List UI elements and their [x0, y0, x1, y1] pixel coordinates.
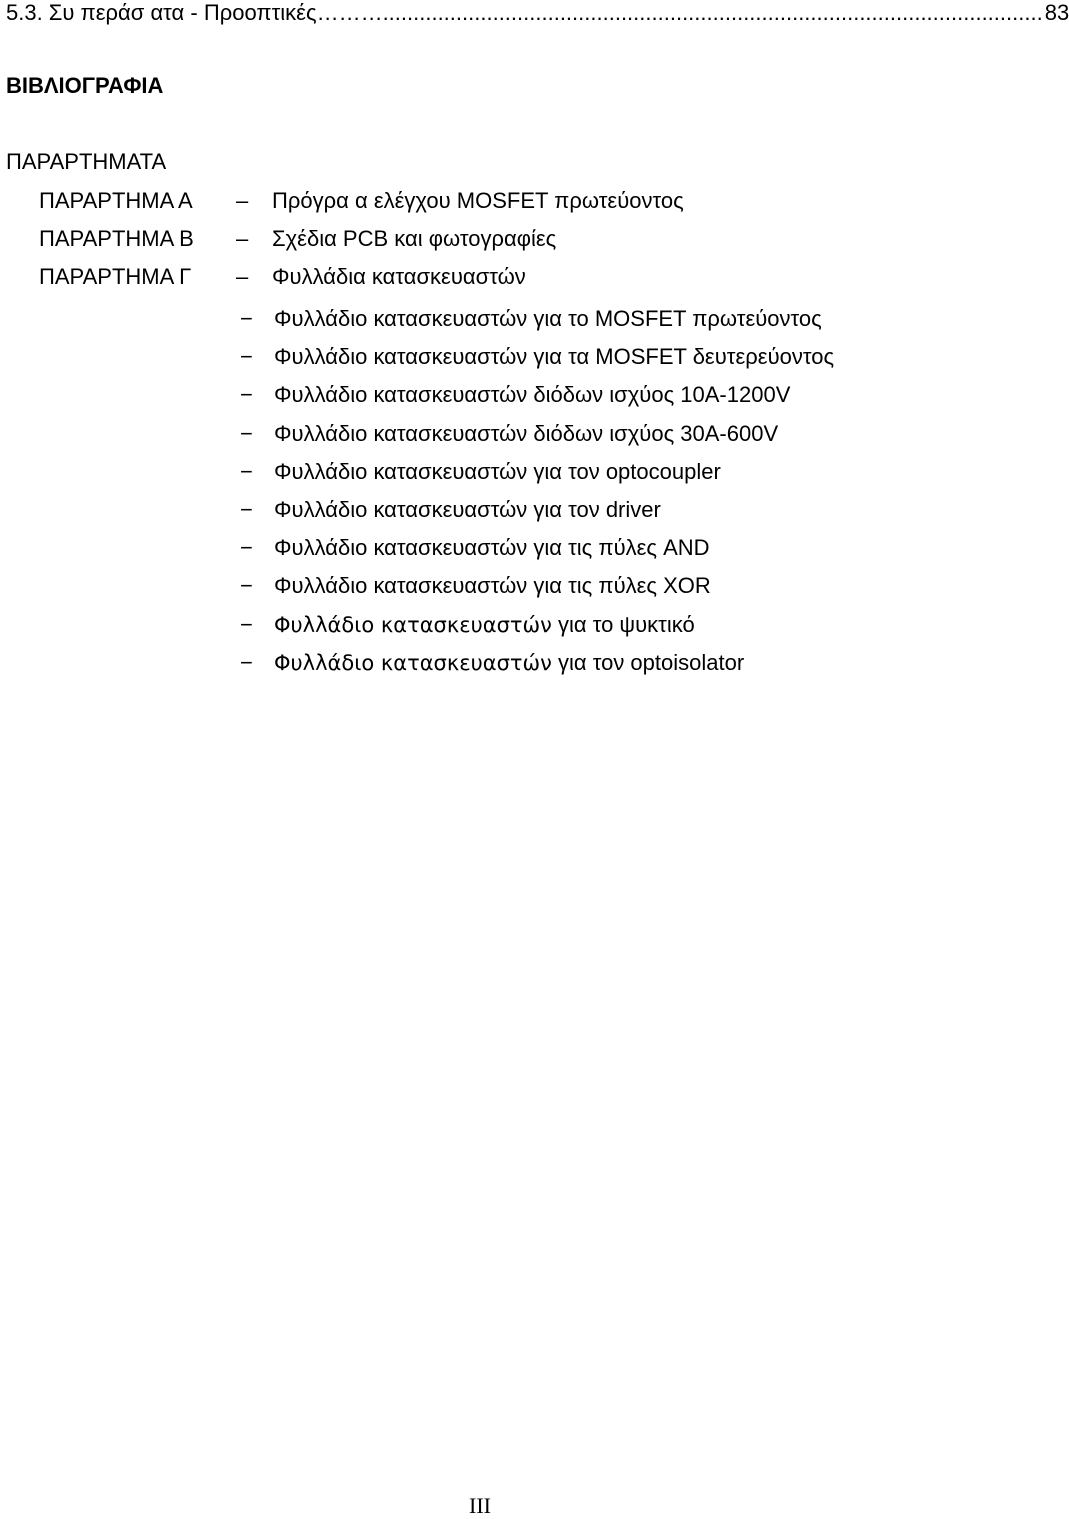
list-item	[0, 415, 960, 453]
toc-leader-dots: ............................................................................................................	[382, 0, 1043, 25]
appendix-title: Φυλλάδια κατασκευαστών	[272, 264, 526, 289]
list-item-text: Φυλλάδιο κατασκευαστών	[274, 612, 552, 637]
list-dash: −	[240, 344, 253, 370]
appendix-label: ΠΑΡΑΡΤΗΜΑ Α	[39, 188, 193, 213]
list-item-text: Φυλλάδιο κατασκευαστών	[274, 650, 552, 675]
list-item-text: Φυλλάδιο κατασκευαστών διόδων ισχύος 30Α-600V	[274, 420, 779, 446]
list-dash: −	[240, 458, 253, 484]
list-item-text-tail: για το ψυκτικό	[551, 611, 695, 637]
list-item	[0, 453, 960, 491]
list-item-text: Φυλλάδιο κατασκευαστών για το MOSFET πρωτεύοντος	[274, 306, 822, 331]
list-item-text-container	[274, 612, 695, 638]
list-item-text-container	[274, 650, 744, 676]
appendix-title: Πρόγρα α ελέγχου MOSFET πρωτεύοντος	[272, 188, 684, 213]
list-item	[0, 338, 960, 376]
toc-entry-5-3	[6, 0, 1069, 26]
list-item	[0, 567, 960, 605]
appendix-row-b	[0, 226, 960, 252]
list-item	[0, 491, 960, 529]
list-dash: −	[240, 573, 253, 599]
list-dash: −	[240, 420, 253, 446]
list-dash: −	[240, 611, 253, 637]
list-item-text: Φυλλάδιο κατασκευαστών για τον optocoupler	[274, 458, 721, 484]
appendix-row-a	[0, 188, 960, 214]
page-number: III	[469, 1493, 491, 1518]
appendix-title: Σχέδια PCB και φωτογραφίες	[272, 226, 557, 251]
appendices-heading: ΠΑΡΑΡΤΗΜΑΤΑ	[6, 149, 167, 174]
datasheet-list	[0, 300, 960, 682]
appendix-dash: –	[236, 188, 249, 213]
bibliography-heading: ΒΙΒΛΙΟΓΡΑΦΙΑ	[6, 73, 164, 98]
list-item-text: Φυλλάδιο κατασκευαστών για τις πύλες XOR	[274, 573, 711, 599]
list-item	[0, 300, 960, 338]
list-dash: −	[240, 535, 253, 561]
appendix-dash: –	[236, 264, 249, 289]
appendix-label: ΠΑΡΑΡΤΗΜΑ Β	[39, 226, 194, 251]
appendix-row-c	[0, 264, 960, 290]
toc-ellipsis: ………	[316, 0, 383, 25]
list-dash: −	[240, 496, 253, 522]
appendix-dash: –	[236, 226, 249, 251]
toc-entry-text: 5.3. Συ περάσ ατα - Προοπτικές	[6, 0, 317, 25]
list-item-text: Φυλλάδιο κατασκευαστών διόδων ισχύος 10Α-1200V	[274, 382, 791, 408]
list-dash: −	[240, 649, 253, 675]
list-item	[0, 529, 960, 567]
list-item	[0, 376, 960, 414]
list-item	[0, 644, 960, 682]
list-dash: −	[240, 382, 253, 408]
list-item-text: Φυλλάδιο κατασκευαστών για τις πύλες AND	[274, 535, 710, 561]
toc-page-number: 83	[1044, 0, 1069, 25]
list-item	[0, 606, 960, 644]
list-item-text: Φυλλάδιο κατασκευαστών για τον driver	[274, 496, 661, 522]
list-item-text: Φυλλάδιο κατασκευαστών για τα MOSFET δευτερεύοντος	[274, 344, 835, 370]
list-item-text-tail: για τον optoisolator	[551, 649, 745, 675]
appendix-label: ΠΑΡΑΡΤΗΜΑ Γ	[39, 264, 192, 289]
list-dash: −	[240, 306, 253, 331]
